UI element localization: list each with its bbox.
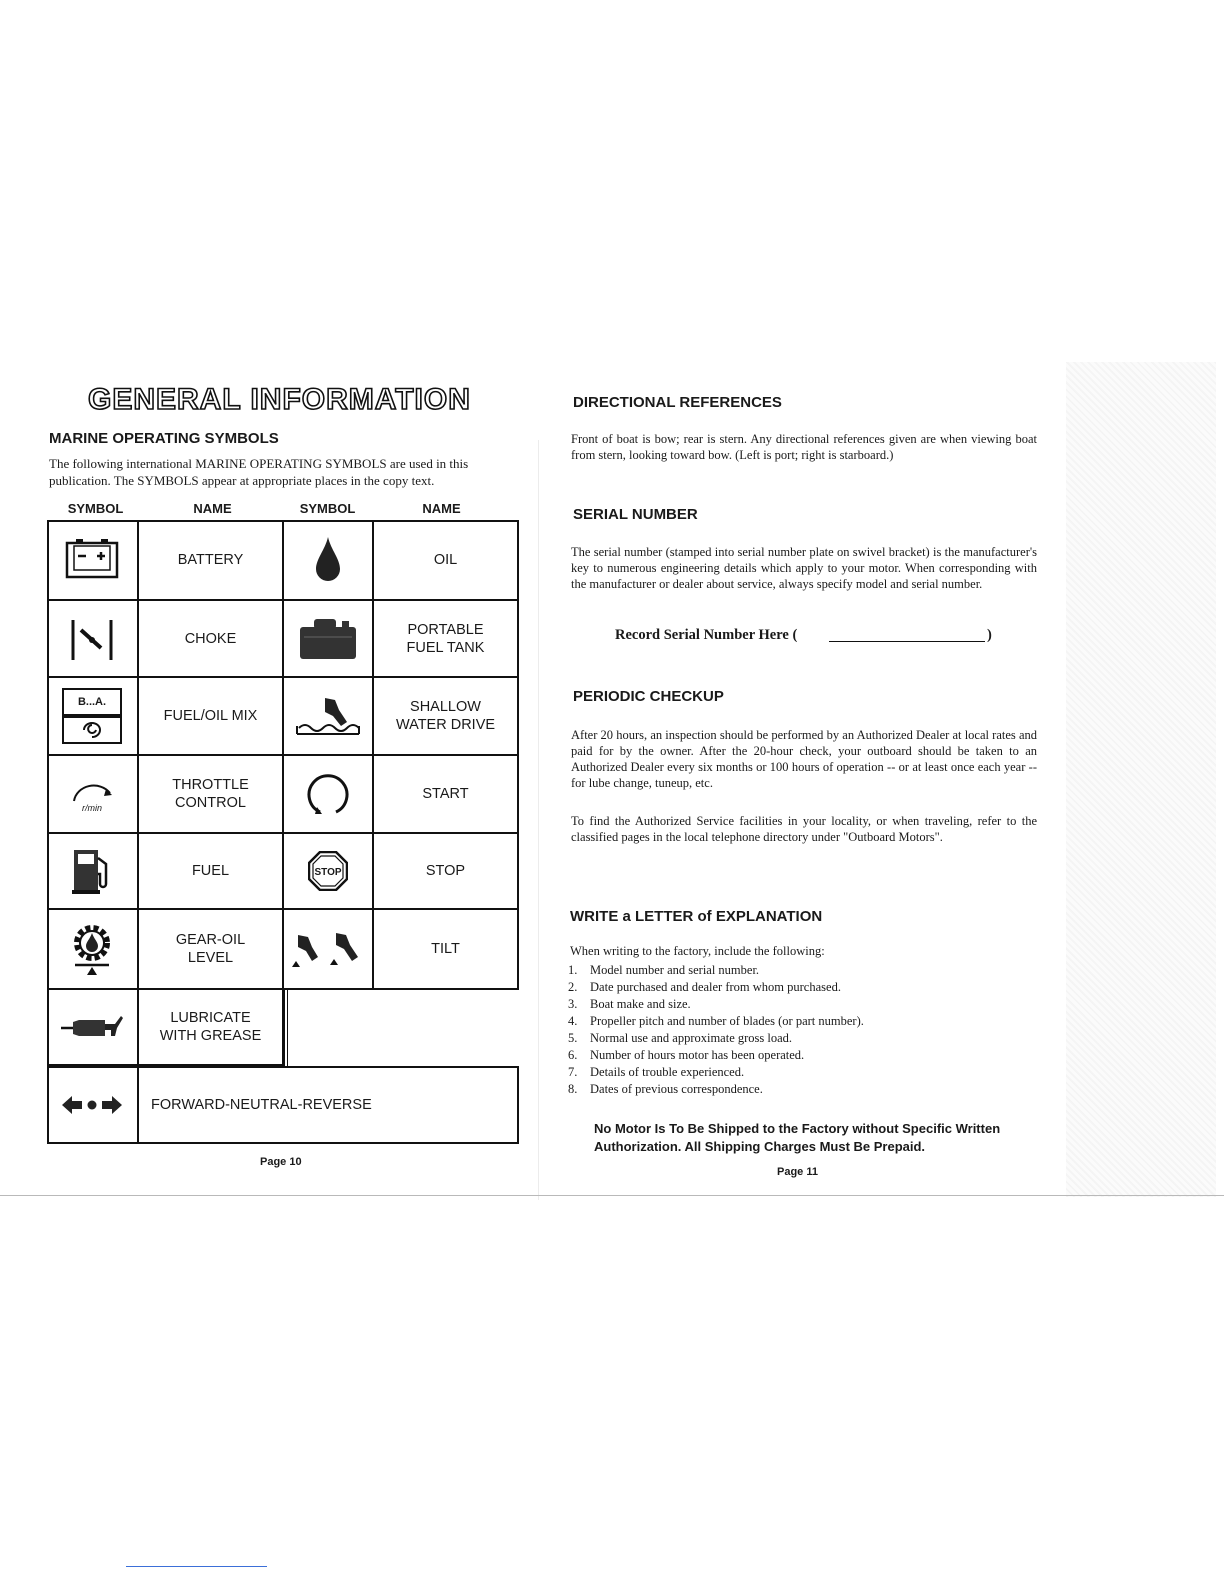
throttle-label-line-2: CONTROL bbox=[175, 795, 246, 811]
start-icon bbox=[306, 772, 350, 816]
letter-item-text: Propeller pitch and number of blades (or part number). bbox=[590, 1014, 864, 1028]
battery-label-cell bbox=[139, 520, 284, 601]
page-number-left: Page 10 bbox=[260, 1156, 302, 1168]
fuel-oil-mix-label-cell bbox=[139, 678, 284, 756]
letter-items-list bbox=[568, 962, 864, 1098]
letter-intro: When writing to the factory, include the following: bbox=[570, 944, 825, 958]
letter-item-text: Normal use and approximate gross load. bbox=[590, 1031, 793, 1045]
symbols-table bbox=[47, 520, 519, 1144]
fuel-oil-ratio-text: B...A. bbox=[77, 696, 107, 708]
fuel-tank-label-line-1: PORTABLE bbox=[407, 621, 484, 638]
letter-item-number: 6. bbox=[568, 1048, 578, 1062]
fuel-oil-mix-symbol-cell bbox=[47, 678, 139, 756]
serial-text: The serial number (stamped into serial number plate on swivel bracket) is the manufacturer's key to numerous engineering details which apply to your motor. When corresponding with the manufacturer or dealer about service, always specify model and serial number. bbox=[571, 545, 1037, 591]
stop-sign-text: STOP bbox=[314, 867, 342, 878]
section-heading-symbols: MARINE OPERATING SYMBOLS bbox=[49, 430, 279, 447]
page-fold bbox=[538, 440, 539, 1200]
letter-item-text: Model number and serial number. bbox=[590, 963, 760, 977]
letter-item-text: Details of trouble experienced. bbox=[590, 1065, 745, 1079]
column-header-symbol-1: SYMBOL bbox=[67, 501, 124, 516]
throttle-symbol-cell bbox=[47, 756, 139, 834]
record-serial-label: Record Serial Number Here ( bbox=[615, 627, 798, 643]
letter-item bbox=[568, 962, 864, 979]
oil-drop-icon bbox=[313, 535, 343, 585]
column-header-symbol-2: SYMBOL bbox=[299, 501, 356, 516]
start-symbol-cell bbox=[284, 756, 374, 834]
blue-underline bbox=[126, 1566, 267, 1567]
letter-item bbox=[568, 996, 864, 1013]
fuel-symbol-cell bbox=[47, 834, 139, 910]
fuel-oil-mix-label: FUEL/OIL MIX bbox=[163, 708, 258, 724]
gear-oil-label-line-2: LEVEL bbox=[187, 950, 234, 966]
heading-serial-number: SERIAL NUMBER bbox=[573, 506, 698, 523]
mix-swirl-icon bbox=[81, 721, 103, 739]
letter-item bbox=[568, 979, 864, 996]
gear-oil-symbol-cell bbox=[47, 910, 139, 990]
letter-item bbox=[568, 1030, 864, 1047]
gear-oil-level-icon bbox=[67, 919, 117, 979]
start-label-cell bbox=[374, 756, 519, 834]
battery-icon bbox=[64, 539, 120, 581]
directional-text: Front of boat is bow; rear is stern. Any directional references given are when viewing boat from stern, looking toward bow. (Left is port; right is starboard.) bbox=[571, 432, 1037, 462]
tilt-icon bbox=[290, 927, 366, 971]
stop-symbol-cell bbox=[284, 834, 374, 910]
letter-item bbox=[568, 1064, 864, 1081]
serial-number-blank bbox=[829, 641, 985, 642]
throttle-label-cell bbox=[139, 756, 284, 834]
record-serial-close: ) bbox=[987, 627, 992, 643]
shipping-warning bbox=[594, 1120, 1044, 1156]
choke-icon bbox=[67, 616, 117, 662]
fuel-oil-mix-icon bbox=[62, 688, 122, 744]
gear-oil-label-line-1: GEAR-OIL bbox=[175, 932, 246, 948]
heading-periodic-checkup: PERIODIC CHECKUP bbox=[573, 688, 724, 705]
column-header-name-2: NAME bbox=[422, 501, 461, 516]
fnr-symbol-cell bbox=[47, 1066, 139, 1144]
letter-item-number: 2. bbox=[568, 980, 578, 994]
forward-neutral-reverse-icon bbox=[60, 1093, 124, 1117]
lubricate-label-line-2: WITH GREASE bbox=[159, 1028, 262, 1044]
stop-label-cell bbox=[374, 834, 519, 910]
fuel-tank-label-cell bbox=[374, 601, 519, 678]
letter-item-number: 1. bbox=[568, 963, 578, 977]
table-divider bbox=[284, 990, 288, 1066]
fuel-tank-label-line-2: FUEL TANK bbox=[406, 639, 485, 656]
battery-symbol-cell bbox=[47, 520, 139, 601]
portable-fuel-tank-icon bbox=[298, 617, 358, 661]
letter-item-number: 7. bbox=[568, 1065, 578, 1079]
shallow-water-symbol-cell bbox=[284, 678, 374, 756]
throttle-unit-label: r/min bbox=[82, 803, 102, 813]
letter-item-number: 5. bbox=[568, 1031, 578, 1045]
start-label: START bbox=[422, 786, 469, 802]
intro-line-1: The following international MARINE OPERATING SYMBOLS are used in this bbox=[49, 456, 469, 471]
lubricate-symbol-cell bbox=[47, 990, 139, 1066]
page-number-right: Page 11 bbox=[777, 1166, 818, 1178]
letter-item bbox=[568, 1013, 864, 1030]
lubricate-label-line-1: LUBRICATE bbox=[170, 1010, 251, 1026]
letter-item-number: 3. bbox=[568, 997, 578, 1011]
tilt-label: TILT bbox=[431, 941, 460, 957]
checkup-paragraph-2: To find the Authorized Service facilities in your locality, or when traveling, refer to the classified pages in the local telephone directory under "Outboard Motors". bbox=[571, 814, 1037, 844]
letter-item-number: 4. bbox=[568, 1014, 578, 1028]
letter-item-text: Dates of previous correspondence. bbox=[590, 1082, 763, 1096]
stop-sign-icon bbox=[308, 851, 348, 891]
warning-line-2: Authorization. All Shipping Charges Must Be Prepaid. bbox=[594, 1139, 926, 1154]
lubricate-label-cell bbox=[139, 990, 284, 1066]
shallow-water-label-line-2: WATER DRIVE bbox=[395, 717, 496, 733]
fuel-pump-icon bbox=[70, 846, 114, 896]
heading-directional-references: DIRECTIONAL REFERENCES bbox=[573, 394, 782, 411]
fuel-tank-symbol-cell bbox=[284, 601, 374, 678]
throttle-control-icon bbox=[68, 775, 116, 813]
letter-item-text: Date purchased and dealer from whom purchased. bbox=[590, 980, 841, 994]
page-title: GENERAL INFORMATION bbox=[88, 383, 471, 416]
letter-item-number: 8. bbox=[568, 1082, 578, 1096]
fuel-label-cell bbox=[139, 834, 284, 910]
stop-label: STOP bbox=[425, 863, 466, 879]
letter-item-text: Number of hours motor has been operated. bbox=[590, 1048, 805, 1062]
shallow-water-label-cell bbox=[374, 678, 519, 756]
oil-label-cell bbox=[374, 520, 519, 601]
scan-bottom-edge bbox=[0, 1195, 1224, 1196]
warning-line-1: No Motor Is To Be Shipped to the Factory without Specific Written bbox=[594, 1121, 1001, 1136]
fuel-label: FUEL bbox=[191, 863, 230, 879]
grease-gun-icon bbox=[59, 1014, 125, 1040]
tilt-label-cell bbox=[374, 910, 519, 990]
shallow-water-label-line-1: SHALLOW bbox=[410, 699, 481, 715]
fnr-label: FORWARD-NEUTRAL-REVERSE bbox=[151, 1097, 372, 1113]
letter-item bbox=[568, 1047, 864, 1064]
intro-line-2: publication. The SYMBOLS appear at appropriate places in the copy text. bbox=[49, 473, 435, 488]
fnr-label-cell bbox=[139, 1066, 519, 1144]
oil-label: OIL bbox=[433, 551, 458, 568]
letter-item-text: Boat make and size. bbox=[590, 997, 691, 1011]
gear-oil-label-cell bbox=[139, 910, 284, 990]
scan-edge-noise bbox=[1066, 362, 1216, 1197]
symbols-intro bbox=[49, 455, 519, 489]
throttle-label-line-1: THROTTLE bbox=[172, 777, 249, 793]
column-header-name-1: NAME bbox=[193, 501, 232, 516]
checkup-paragraph-1: After 20 hours, an inspection should be performed by an Authorized Dealer at local rates and paid for by the owner. After the 20-hour check, your outboard should be taken to an Authorized Dealer every six months or 100 hours of operation -- or at least once each year -- for lube change, tuneup, etc. bbox=[571, 728, 1037, 790]
shallow-water-drive-icon bbox=[295, 694, 361, 738]
letter-item bbox=[568, 1081, 864, 1098]
tilt-symbol-cell bbox=[284, 910, 374, 990]
heading-write-letter: WRITE a LETTER of EXPLANATION bbox=[570, 908, 823, 925]
choke-label-cell bbox=[139, 601, 284, 678]
oil-symbol-cell bbox=[284, 520, 374, 601]
battery-label: BATTERY bbox=[177, 551, 244, 568]
choke-label: CHOKE bbox=[184, 630, 237, 647]
choke-symbol-cell bbox=[47, 601, 139, 678]
